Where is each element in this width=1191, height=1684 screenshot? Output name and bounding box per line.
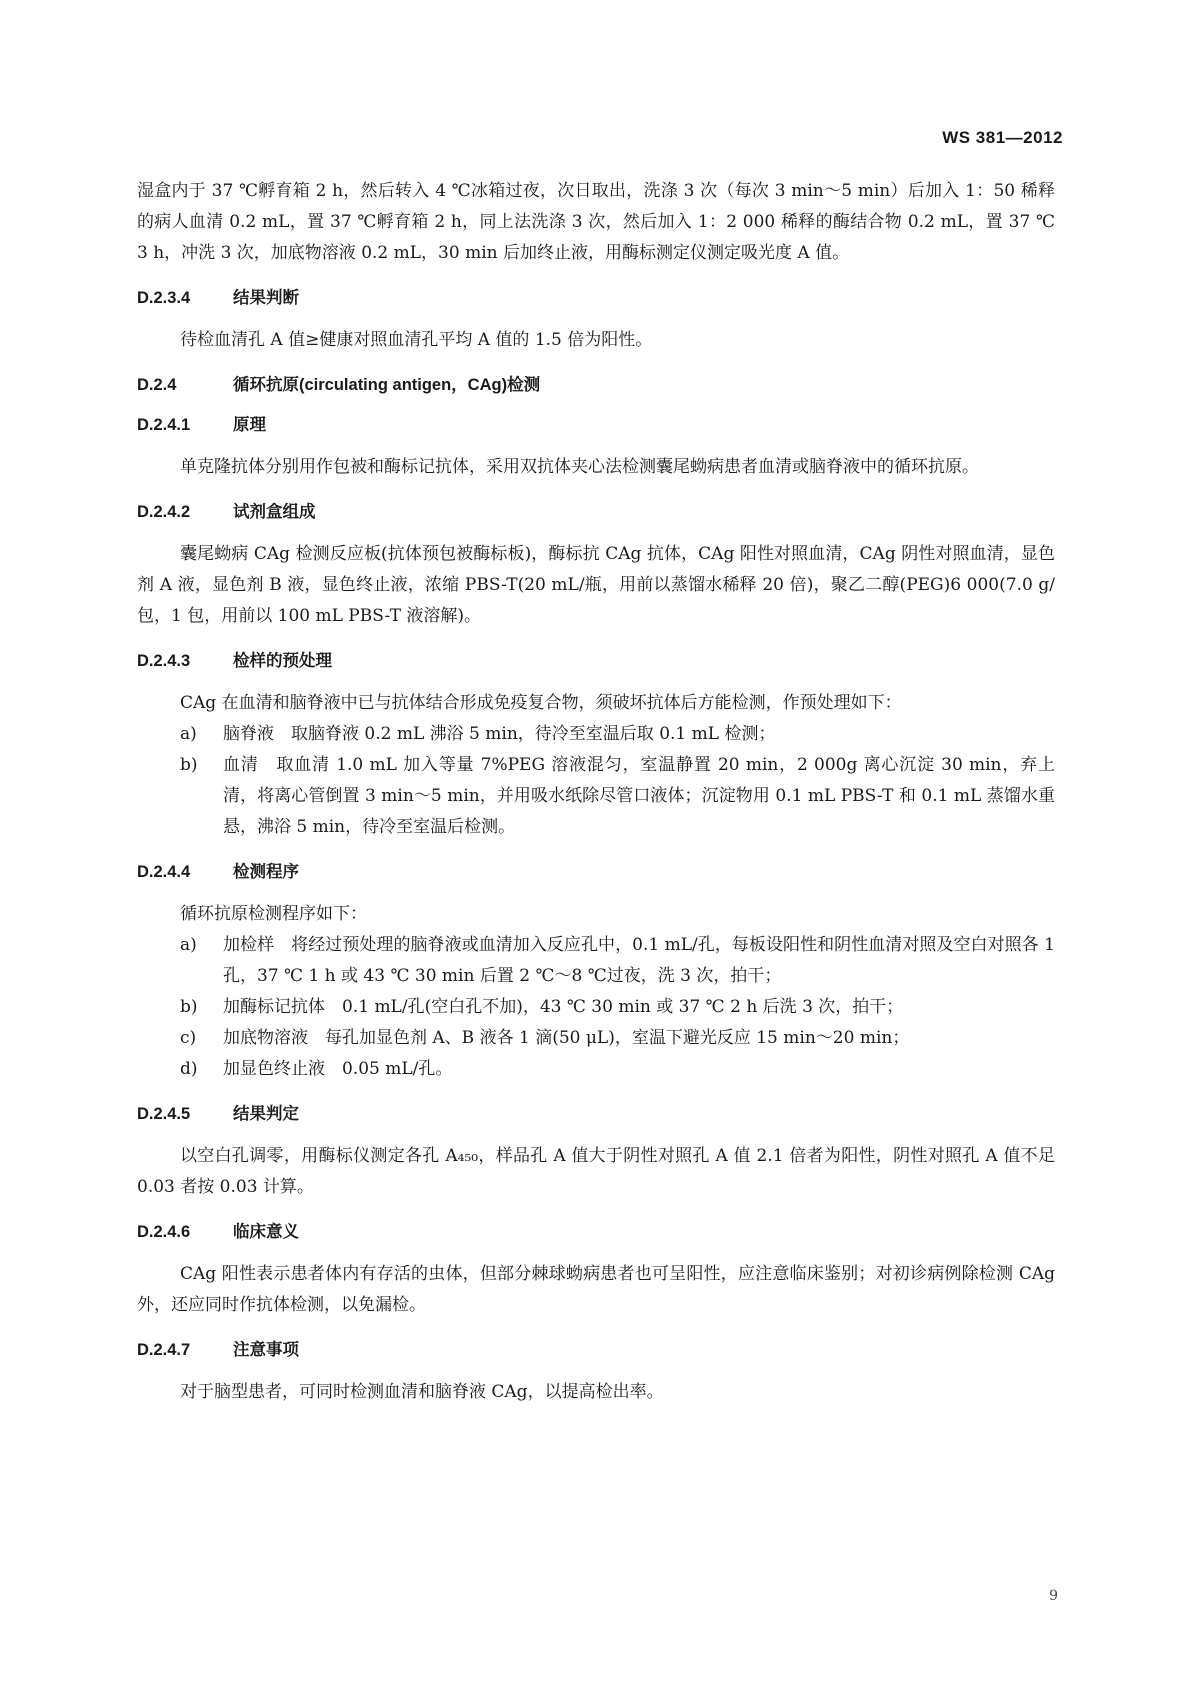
list-text: 加检样 将经过预处理的脑脊液或血清加入反应孔中，0.1 mL/孔，每板设阳性和阴性血清对照及空白对照各 1 孔，37 ℃ 1 h 或 43 ℃ 30 min 后置 2 ℃～8 ℃过夜，洗 3 次，拍干； [223, 935, 1055, 986]
section-text-d234: 待检血清孔 A 值≥健康对照血清孔平均 A 值的 1.5 倍为阳性。 [180, 330, 653, 350]
list-item [137, 992, 1055, 1023]
list-text: 脑脊液 取脑脊液 0.2 mL 沸浴 5 min，待冷至室温后取 0.1 mL 检测； [223, 724, 776, 744]
section-heading-d234 [137, 287, 1055, 309]
document-body [137, 176, 1055, 1408]
section-text-d245: 以空白孔调零，用酶标仪测定各孔 A₄₅₀，样品孔 A 值大于阴性对照孔 A 值 2.1 倍者为阳性，阴性对照孔 A 值不足 0.03 者按 0.03 计算。 [137, 1146, 1055, 1197]
section-text-d246: CAg 阳性表示患者体内有存活的虫体，但部分棘球蚴病患者也可呈阳性，应注意临床鉴别；对初诊病例除检测 CAg 外，还应同时作抗体检测，以免漏检。 [137, 1264, 1055, 1315]
section-title: 检测程序 [233, 863, 299, 881]
section-number: D.2.4.3 [137, 652, 191, 670]
section-number: D.2.4.4 [137, 863, 191, 881]
section-number: D.2.4 [137, 376, 177, 394]
list-item [137, 930, 1055, 992]
list-marker: c) [180, 1028, 197, 1048]
section-text-d242: 囊尾蚴病 CAg 检测反应板(抗体预包被酶标板)，酶标抗 CAg 抗体，CAg 阳性对照血清，CAg 阴性对照血清，显色剂 A 液，显色剂 B 液，显色终止液，浓缩 PBS-T(20 mL/瓶，用前以蒸馏水稀释 20 倍)，聚乙二醇(PEG)6 000(7.0 g/包，1 包，用前以 100 mL PBS-T 液溶解)。 [137, 544, 1055, 626]
section-number: D.2.4.7 [137, 1341, 191, 1359]
section-number: D.2.4.6 [137, 1223, 191, 1241]
section-heading-d246 [137, 1221, 1055, 1243]
list-item [137, 750, 1055, 843]
section-heading-d247 [137, 1339, 1055, 1361]
section-heading-d24 [137, 374, 1055, 396]
list-text: 血清 取血清 1.0 mL 加入等量 7%PEG 溶液混匀，室温静置 20 min，2 000g 离心沉淀 30 min，弃上清，将离心管倒置 3 min～5 min，并用吸水纸除尽管口液体；沉淀物用 0.1 mL PBS-T 和 0.1 mL 蒸馏水重悬，沸浴 5 min，待冷至室温后检测。 [223, 755, 1055, 837]
section-number: D.2.3.4 [137, 289, 191, 307]
list-marker: d) [180, 1059, 198, 1079]
section-heading-d245 [137, 1103, 1055, 1125]
section-heading-d243 [137, 650, 1055, 672]
section-title: 试剂盒组成 [233, 503, 316, 521]
list-text: 加显色终止液 0.05 mL/孔。 [223, 1059, 453, 1079]
section-text-d243: CAg 在血清和脑脊液中已与抗体结合形成免疫复合物，须破坏抗体后方能检测，作预处理如下： [180, 693, 902, 713]
section-number: D.2.4.2 [137, 503, 191, 521]
list-marker: b) [180, 997, 198, 1017]
section-title: 循环抗原(circulating antigen，CAg)检测 [233, 376, 541, 394]
section-heading-d242 [137, 501, 1055, 523]
section-heading-d241 [137, 414, 1055, 436]
list-marker: a) [180, 724, 197, 744]
page-number: 9 [1049, 1588, 1058, 1604]
list-text: 加酶标记抗体 0.1 mL/孔(空白孔不加)，43 ℃ 30 min 或 37 ℃ 2 h 后洗 3 次，拍干； [223, 997, 904, 1017]
section-title: 结果判定 [233, 1105, 299, 1123]
section-number: D.2.4.1 [137, 416, 191, 434]
section-number: D.2.4.5 [137, 1105, 191, 1123]
section-title: 原理 [233, 416, 266, 434]
list-marker: b) [180, 755, 198, 775]
list-item [137, 1023, 1055, 1054]
intro-paragraph: 湿盒内于 37 ℃孵育箱 2 h，然后转入 4 ℃冰箱过夜，次日取出，洗涤 3 次（每次 3 min～5 min）后加入 1：50 稀释的病人血清 0.2 mL，置 37 ℃孵育箱 2 h，同上法洗涤 3 次，然后加入 1：2 000 稀释的酶结合物 0.2 mL，置 37 ℃ 3 h，冲洗 3 次，加底物溶液 0.2 mL，30 min 后加终止液，用酶标测定仪测定吸光度 A 值。 [137, 181, 1055, 263]
standard-code: WS 381—2012 [942, 128, 1063, 147]
list-marker: a) [180, 935, 197, 955]
list-item [137, 1054, 1055, 1085]
section-heading-d244 [137, 861, 1055, 883]
list-text: 加底物溶液 每孔加显色剂 A、B 液各 1 滴(50 μL)，室温下避光反应 15 min～20 min； [223, 1028, 910, 1048]
list-item [137, 719, 1055, 750]
section-text-d244: 循环抗原检测程序如下： [180, 904, 367, 924]
section-text-d241: 单克隆抗体分别用作包被和酶标记抗体，采用双抗体夹心法检测囊尾蚴病患者血清或脑脊液中的循环抗原。 [180, 457, 979, 477]
section-title: 注意事项 [233, 1341, 299, 1359]
section-text-d247: 对于脑型患者，可同时检测血清和脑脊液 CAg，以提高检出率。 [180, 1382, 664, 1402]
section-title: 检样的预处理 [233, 652, 332, 670]
section-title: 结果判断 [233, 289, 299, 307]
section-title: 临床意义 [233, 1223, 299, 1241]
